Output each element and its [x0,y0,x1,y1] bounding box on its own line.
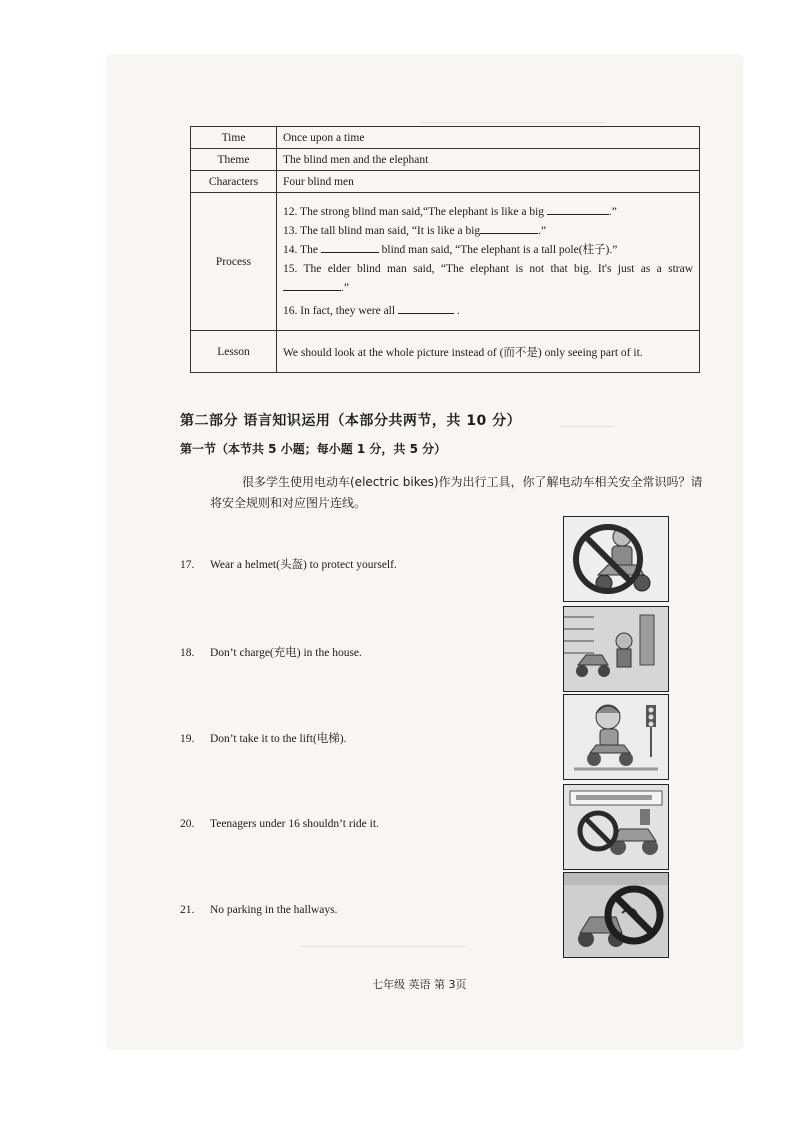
line-13-end: .” [538,224,547,237]
line-14 [283,241,693,260]
picture-child-rider[interactable] [563,694,669,780]
line-15-cont [283,279,693,298]
blank-12[interactable] [547,204,609,215]
row-label: Time [191,127,277,149]
line-14-end: blind man said, “The elephant is a tall pole(柱子).” [381,243,618,256]
table-row [191,149,700,171]
line-12 [283,203,693,222]
picture-no-helmet-rider[interactable] [563,516,669,602]
question-text: Don’t charge(充电) in the house. [210,647,362,659]
question-text: No parking in the hallways. [210,904,338,916]
bleed-through-text: ————— [560,420,615,432]
process-label: Process [191,193,277,331]
bleed-through-text: ——————————————— [300,940,465,952]
line-16 [283,302,693,321]
instructions [210,472,706,514]
line-14-start: 14. The [283,243,318,256]
no-charging-illustration [564,873,668,957]
section-one-title: 第一节（本节共 5 小题；每小题 1 分，共 5 分） [180,442,447,456]
question-text: Teenagers under 16 shouldn’t ride it. [210,818,379,830]
row-value: The blind men and the elephant [277,149,700,171]
blank-16[interactable] [398,303,454,314]
lesson-label: Lesson [191,331,277,373]
bleed-through-text: ————————————————— [420,116,607,128]
question-number: 20. [180,818,195,830]
table-row-lesson [191,331,700,373]
no-lift-illustration [564,785,668,869]
question-number: 19. [180,733,195,745]
row-label: Characters [191,171,277,193]
blank-14[interactable] [321,242,379,253]
question-number: 17. [180,559,195,571]
question-21 [180,904,337,916]
blank-15[interactable] [283,280,341,291]
question-19 [180,730,346,746]
line-12-end: .” [608,205,617,218]
story-table [190,126,700,373]
picture-parking-hallway[interactable] [563,606,669,692]
table-row-process [191,193,700,331]
question-number: 18. [180,647,195,659]
lesson-value: We should look at the whole picture instead of (而不是) only seeing part of it. [277,331,700,373]
table-row [191,127,700,149]
picture-no-lift[interactable] [563,784,669,870]
instructions-line-2: 将安全规则和对应图片连线。 [210,496,367,510]
question-text: Wear a helmet(头盔) to protect yourself. [210,559,397,571]
line-12-text: 12. The strong blind man said,“The elephant is like a big [283,205,545,218]
line-16-text: 16. In fact, they were all [283,304,396,317]
question-18 [180,644,362,660]
line-15: 15. The elder blind man said, “The elephant is not that big. It's just as a straw [283,262,693,275]
question-17 [180,556,397,572]
line-13 [283,222,693,241]
process-cell [277,193,700,331]
child-rider-illustration [564,695,668,779]
row-label: Theme [191,149,277,171]
no-helmet-illustration [564,517,668,601]
line-15-end: .” [341,281,349,294]
table-row [191,171,700,193]
hallway-illustration [564,607,668,691]
page-footer: 七年级 英语 第 3页 [372,978,467,991]
line-16-end: . [456,304,460,317]
picture-no-charging-indoors[interactable] [563,872,669,958]
row-value: Four blind men [277,171,700,193]
part-two-title: 第二部分 语言知识运用（本部分共两节，共 10 分） [180,413,522,429]
instructions-line-1: 很多学生使用电动车(electric bikes)作为出行工具，你了解电动车相关安全常识吗？请 [242,475,703,489]
question-20 [180,818,379,830]
line-13-text: 13. The tall blind man said, “It is like a big [283,224,481,237]
blank-13[interactable] [480,223,538,234]
row-value: Once upon a time [277,127,700,149]
question-number: 21. [180,904,195,916]
question-text: Don’t take it to the lift(电梯). [210,733,347,745]
